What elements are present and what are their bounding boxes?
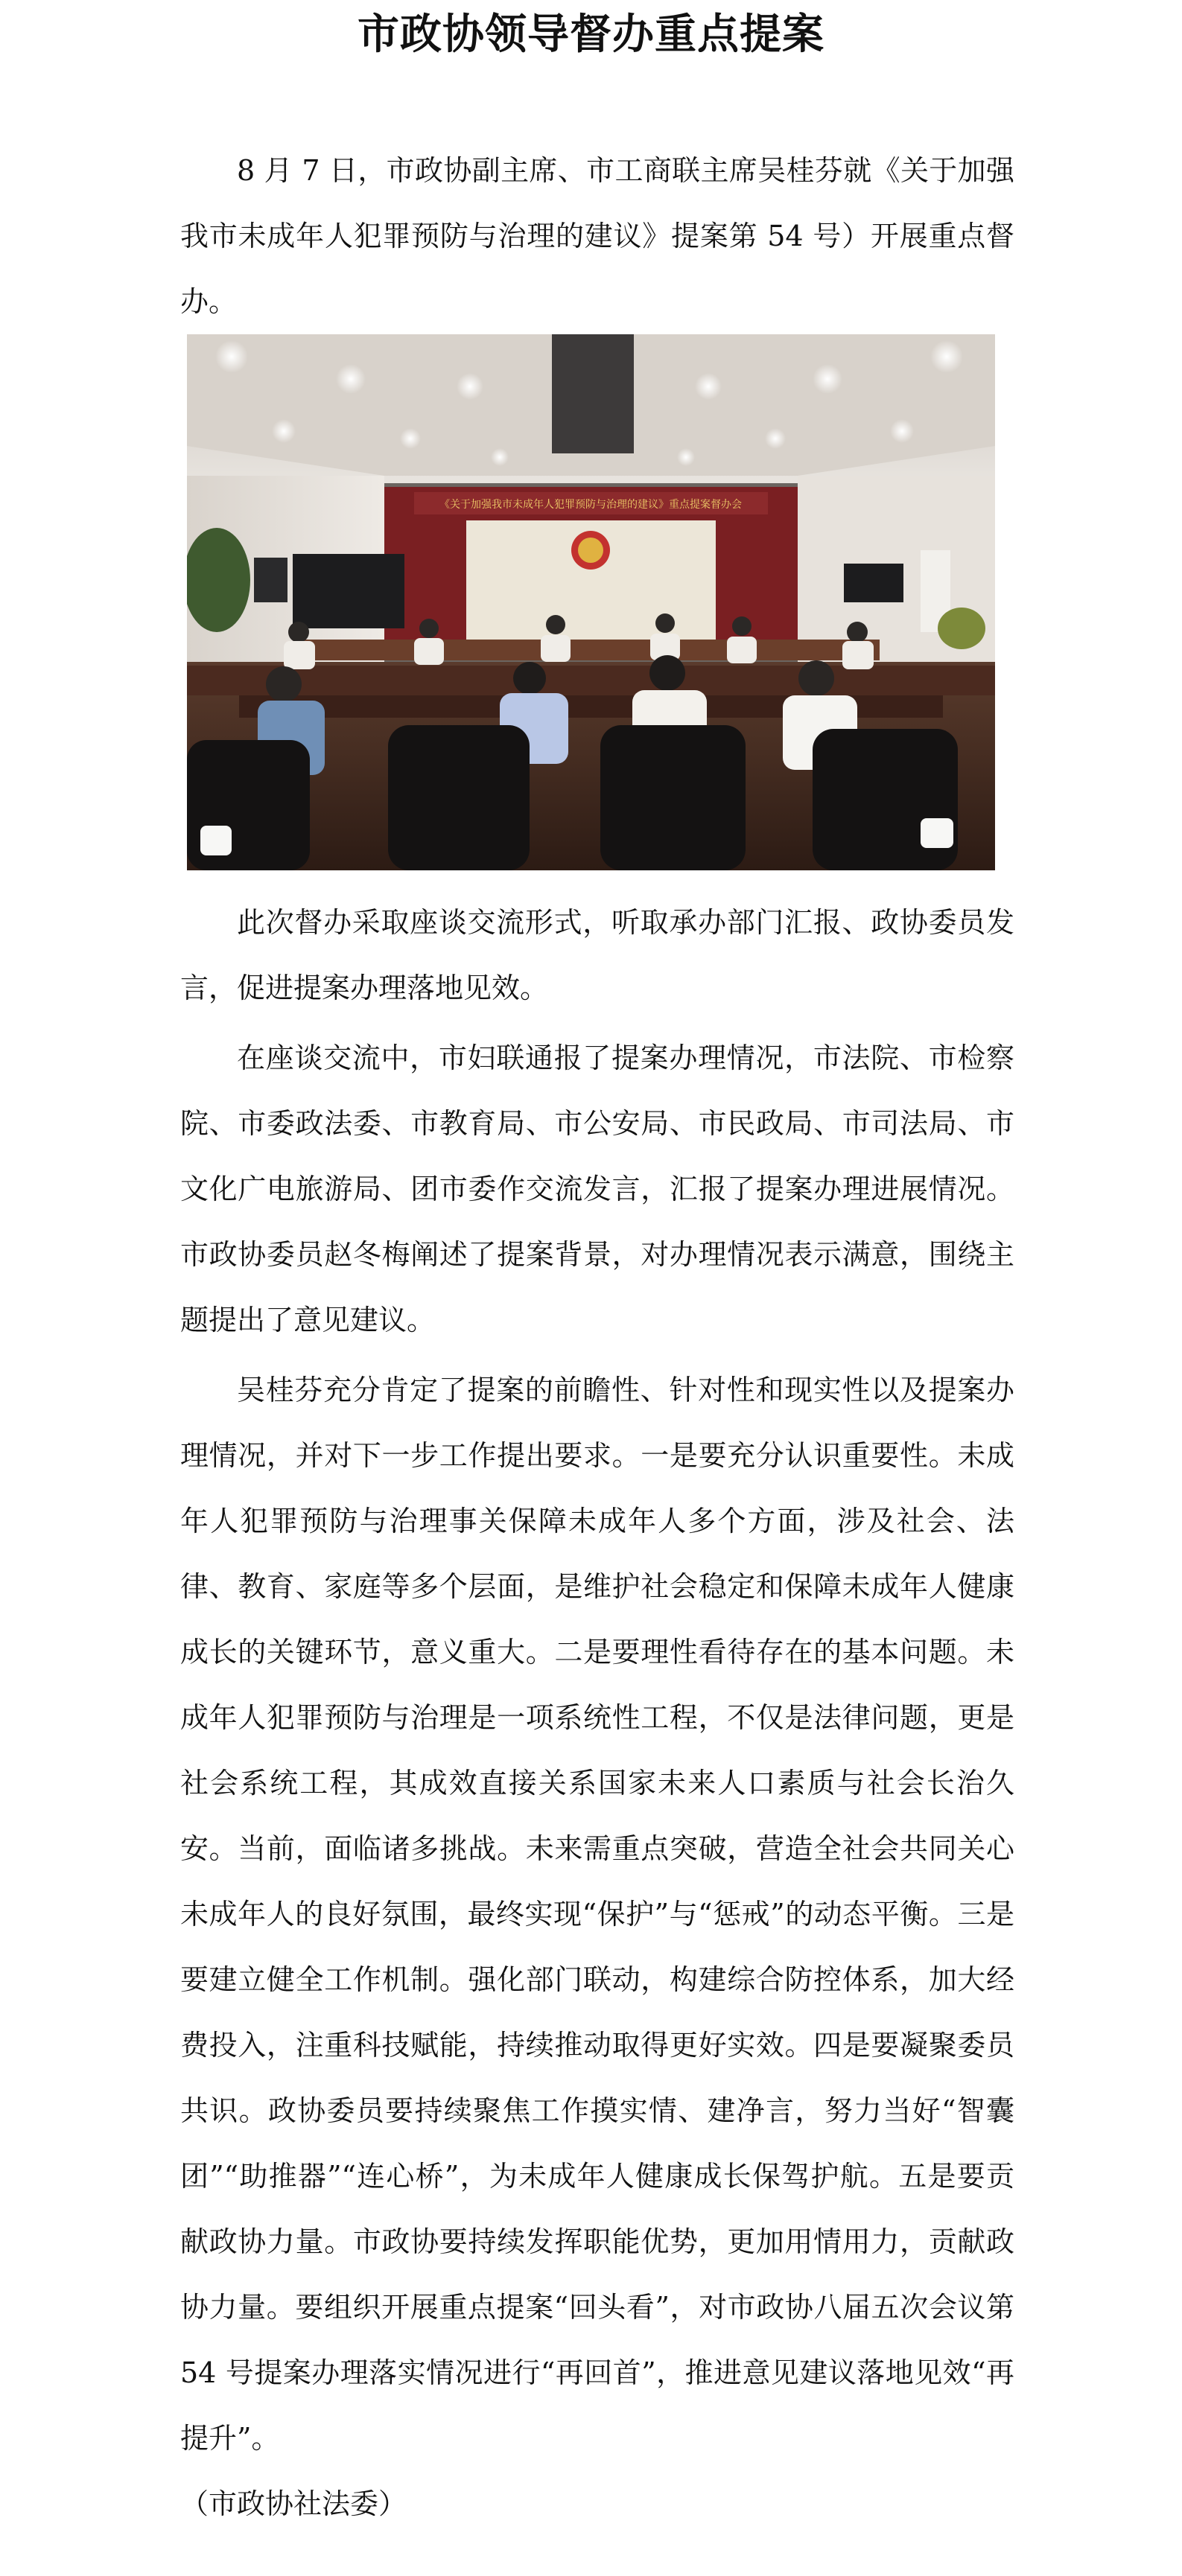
- paragraph-1: 8 月 7 日，市政协副主席、市工商联主席吴桂芬就《关于加强我市未成年人犯罪预防与治理的建议》提案第 54 号）开展重点督办。: [180, 154, 1014, 318]
- svg-text:《关于加强我市未成年人犯罪预防与治理的建议》重点提案督办会: 《关于加强我市未成年人犯罪预防与治理的建议》重点提案督办会: [439, 499, 742, 511]
- intro-block: [180, 138, 1014, 334]
- signoff: （市政协社法委）: [180, 2487, 407, 2520]
- paragraph-4: 吴桂芬充分肯定了提案的前瞻性、针对性和现实性以及提案办理情况，并对下一步工作提出要求。一是要充分认识重要性。未成年人犯罪预防与治理事关保障未成年人多个方面，涉及社会、法律、教育、家庭等多个层面，是维护社会稳定和保障未成年人健康成长的关键环节，意义重大。二是要理性看待存在的基本问题。未成年人犯罪预防与治理是一项系统性工程，不仅是法律问题，更是社会系统工程，其成效直接关系国家未来人口素质与社会长治久安。当前，面临诸多挑战。未来需重点突破，营造全社会共同关心未成年人的良好氛围，最终实现“保护”与“惩戒”的动态平衡。三是要建立健全工作机制。强化部门联动，构建综合防控体系，加大经费投入，注重科技赋能，持续推动取得更好实效。四是要凝聚委员共识。政协委员要持续聚焦工作摸实情、建净言，努力当好“智囊团”“助推器”“连心桥”，为未成年人健康成长保驾护航。五是要贡献政协力量。市政协要持续发挥职能优势，更加用情用力，贡献政协力量。要组织开展重点提案“回头看”，对市政协八届五次会议第 54 号提案办理落实情况进行“再回首”，推进意见建议落地见效“再提升”。: [180, 1374, 1014, 2455]
- paragraph-3: 在座谈交流中，市妇联通报了提案办理情况，市法院、市检察院、市委政法委、市教育局、市公安局、市民政局、市司法局、市文化广电旅游局、团市委作交流发言，汇报了提案办理进展情况。市政协委员赵冬梅阐述了提案背景，对办理情况表示满意，围绕主题提出了意见建议。: [180, 1042, 1014, 1336]
- meeting-photo: [187, 334, 995, 870]
- article-title: 市政协领导督办重点提案: [358, 10, 824, 59]
- body-block: [180, 890, 1014, 2537]
- paragraph-2: 此次督办采取座谈交流形式，听取承办部门汇报、政协委员发言，促进提案办理落地见效。: [180, 906, 1014, 1004]
